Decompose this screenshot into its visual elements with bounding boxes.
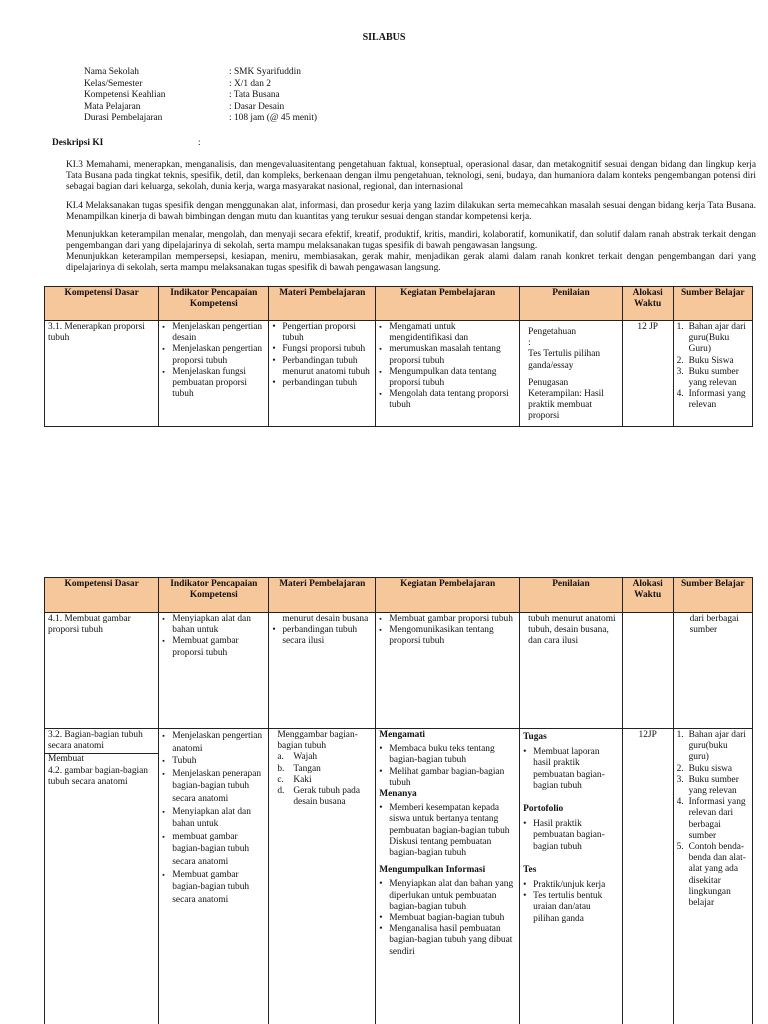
syllabus-table-2 [44, 577, 753, 1024]
penilaian-heading: Tes [523, 864, 537, 875]
list-item: ▪ Menjelaskan pengertian anatomi [162, 730, 265, 755]
kd-text: 3.2. Bagian-bagian tubuh secara anatomi [45, 730, 158, 754]
kegiatan-cell [376, 613, 520, 729]
list-item: ▪ Menjelaskan pengertian desain [162, 322, 265, 344]
list-item: ▪ Menjelaskan pengertian proporsi tubuh [162, 344, 265, 366]
ki4-paragraph-2: Menunjukkan keterampilan menalar, mengolah, dan menyaji secara efektif, kreatif, produktif, kritis, mandiri, kolaboratif, komunikatif, dan solutif dalam ranah abstrak terkait dengan pengembangan dari yang dipelajarinya di sekolah, serta mampu melaksanakan tugas spesifik di bawah pengawasan langsung. [66, 230, 756, 252]
list-item: • perbandingan tubuh secara ilusi [272, 625, 372, 647]
list-item: ▪ Menyiapkan alat dan bahan untuk [162, 806, 265, 831]
identity-block [84, 67, 317, 125]
identity-label: Kompetensi Keahlian [84, 90, 166, 100]
list-item: • Praktik/unjuk kerja [523, 880, 619, 891]
list-item: ▪ Mengumpulkan data tentang proporsi tubuh [379, 367, 516, 389]
penilaian-cell [520, 321, 623, 427]
deskripsi-label: Deskripsi KI [52, 138, 104, 148]
table-header-row [45, 287, 753, 321]
alokasi-cell [622, 613, 673, 729]
list-item: • Menganalisa hasil pembuatan bagian-bagian tubuh yang dibuat sendiri [379, 924, 516, 958]
table-row [45, 613, 753, 729]
kd-text: Membuat [48, 754, 84, 765]
deskripsi-colon: : [198, 138, 201, 148]
identity-value: : 108 jam (@ 45 menit) [229, 113, 318, 123]
list-item: ▪ Menjelaskan fungsi pembuatan proporsi tubuh [162, 367, 265, 401]
list-item: 3. Buku sumber yang relevan [676, 366, 739, 389]
list-item: 3. Buku sumber yang relevan [676, 774, 739, 797]
list-item: • Hasil praktik pembuatan bagian-bagian tubuh [523, 819, 619, 853]
list-item: • perbandingan tubuh [272, 378, 372, 389]
list-item: a. Wajah [277, 752, 318, 763]
table-row [45, 729, 753, 1024]
list-item: • Membuat bagian-bagian tubuh [379, 913, 516, 924]
alokasi-cell: 12 JP [622, 321, 673, 427]
sumber-cell [673, 321, 752, 427]
header-cell: Indikator Pencapaian Kompetensi [159, 578, 269, 613]
sumber-cell [673, 729, 752, 1024]
identity-label: Kelas/Semester [84, 78, 143, 89]
list-item: ▪ Membuat gambar proporsi tubuh [379, 614, 516, 625]
list-item: • Membuat laporan hasil praktik pembuatan bagian-bagian tubuh [523, 747, 619, 792]
header-cell: Kegiatan Pembelajaran [376, 287, 520, 321]
header-cell: Sumber Belajar [673, 287, 752, 321]
list-item: • Menyiapkan alat dan bahan yang diperlukan untuk pembuatan bagian-bagian tubuh [379, 879, 516, 913]
penilaian-text: : [528, 338, 531, 349]
indikator-cell [159, 729, 269, 1024]
identity-row [84, 113, 317, 125]
list-item: ▪ Mengamati untuk mengidentifikasi dan [379, 322, 516, 344]
header-cell: Materi Pembelajaran [269, 287, 376, 321]
list-item: • Perbandingan tubuh menurut anatomi tubuh [272, 356, 372, 378]
list-item: c. Kaki [277, 774, 312, 785]
list-item: ▪ membuat gambar bagian-bagian tubuh secara anatomi [162, 831, 265, 869]
identity-value: : SMK Syarifuddin [229, 67, 301, 77]
list-item: • Pengertian proporsi tubuh [272, 322, 372, 344]
list-item: ▪ merumuskan masalah tentang proporsi tubuh [379, 344, 516, 366]
identity-label: Mata Pelajaran [84, 101, 141, 112]
list-item: 1. Bahan ajar dari guru(Buku Guru) [676, 322, 746, 355]
header-cell: Kompetensi Dasar [45, 287, 159, 321]
table-row [45, 321, 753, 427]
list-item: 4. Informasi yang relevan [676, 389, 746, 411]
materi-title: Menggambar bagian-bagian tubuh [277, 730, 358, 752]
penilaian-heading: Portofolio [523, 804, 564, 815]
list-item: ▪ Mengomunikasikan tentang proporsi tubuh [379, 625, 516, 647]
ki4-paragraph-3: Menunjukkan keterampilan mempersepsi, kesiapan, meniru, membiasakan, gerak mahir, menjadikan gerak alami dalam ranah konkret terkait dengan pengembangan dari yang dipelajarinya di sekolah, serta mampu melaksanakan tugas spesifik di bawah pengawasan langsung. [66, 252, 756, 274]
list-item: • Memberi kesempatan kepada siswa untuk bertanya tentang pembuatan bagian-bagian tubuh Diskusi tentang pembuatan bagian-bagian tubuh [379, 803, 516, 859]
header-cell: Penilaian [520, 287, 623, 321]
list-item: b. Tangan [277, 763, 321, 774]
indikator-cell [159, 321, 269, 427]
list-item: • Tes tertulis bentuk uraian dan/atau pilihan ganda [523, 891, 619, 925]
list-item: • Membaca buku teks tentang bagian-bagian tubuh [379, 744, 516, 766]
header-cell: Materi Pembelajaran [269, 578, 376, 613]
materi-text: menurut desain busana [282, 614, 369, 624]
list-item: ▪ Tubuh [162, 755, 265, 768]
penilaian-text: Tes Tertulis pilihan ganda/essay [528, 349, 601, 371]
list-item: 2. Buku Siswa [676, 355, 734, 366]
identity-row [84, 67, 317, 79]
list-item: 5. Contoh benda-benda dan alat-alat yang ada disekitar lingkungan belajar [676, 842, 746, 909]
page-title: SILABUS [362, 32, 406, 43]
list-item: • Melihat gambar bagian-bagian tubuh [379, 767, 516, 789]
list-item: ▪ Membuat gambar proporsi tubuh [162, 636, 265, 658]
indikator-cell [159, 613, 269, 729]
identity-label: Durasi Pembelajaran [84, 113, 163, 123]
identity-value: : Tata Busana [229, 90, 280, 100]
alokasi-cell: 12JP [622, 729, 673, 1024]
list-item: ▪ Menjelaskan penerapan bagian-bagian tubuh secara anatomi [162, 768, 265, 806]
identity-value: : Dasar Desain [229, 101, 285, 112]
materi-cell [269, 613, 376, 729]
list-item: ▪ Membuat gambar bagian-bagian tubuh secara anatomi [162, 869, 265, 907]
syllabus-table-1 [44, 286, 753, 427]
kd-cell: 4.1. Membuat gambar proporsi tubuh [45, 613, 159, 729]
identity-row [84, 79, 317, 91]
materi-cell [269, 729, 376, 1024]
header-cell: Penilaian [520, 578, 623, 613]
penilaian-cell: tubuh menurut anatomi tubuh, desain busana, dan cara ilusi [520, 613, 623, 729]
deskripsi-heading [52, 138, 201, 149]
header-cell: Alokasi Waktu [622, 287, 673, 321]
ki3-paragraph: KI.3 Memahami, menerapkan, menganalisis, dan mengevaluasitentang pengetahuan faktual, konseptual, operasional dasar, dan metakognitif sesuai dengan bidang dan lingkup kerja Tata Busana pada tingkat teknis, spesifik, detil, dan kompleks, berkenaan dengan ilmu pengetahuan, teknologi, seni, budaya, dan humaniora dalam konteks pengembangan potensi diri sebagai bagian dari keluarga, sekolah, dunia kerja, warga masyarakat nasional, regional, dan internasional [66, 160, 756, 193]
header-cell: Kompetensi Dasar [45, 578, 159, 613]
kd-cell [45, 729, 159, 1024]
header-cell: Kegiatan Pembelajaran [376, 578, 520, 613]
kegiatan-heading: Mengamati [379, 730, 426, 740]
list-item: 4. Informasi yang relevan dari berbagai sumber [676, 797, 746, 841]
penilaian-text: Penugasan Keterampilan: Hasil praktik membuat proporsi [528, 377, 604, 422]
identity-value: : X/1 dan 2 [229, 78, 271, 89]
kegiatan-cell [376, 729, 520, 1024]
table-header-row [45, 578, 753, 613]
kegiatan-heading: Menanya [379, 789, 417, 800]
list-item: d. Gerak tubuh pada desain busana [277, 786, 360, 808]
kd-cell: 3.1. Menerapkan proporsi tubuh [45, 321, 159, 427]
list-item: 2. Buku siswa [676, 763, 733, 774]
penilaian-cell [520, 729, 623, 1024]
kegiatan-heading: Mengumpulkan Informasi [379, 865, 486, 876]
header-cell: Alokasi Waktu [622, 578, 673, 613]
identity-label: Nama Sekolah [84, 67, 139, 77]
ki4-paragraph: KI.4 Melaksanakan tugas spesifik dengan menggunakan alat, informasi, dan prosedur kerja yang lazim dilakukan serta memecahkan masalah sesuai dengan bidang kerja Tata Busana. Menampilkan kinerja di bawah bimbingan dengan mutu dan kuantitas yang terukur sesuai dengan standar kompetensi kerja. [66, 201, 756, 223]
identity-row [84, 102, 317, 114]
header-cell: Sumber Belajar [673, 578, 752, 613]
list-item: • Fungsi proporsi tubuh [272, 344, 372, 355]
header-cell: Indikator Pencapaian Kompetensi [159, 287, 269, 321]
identity-row [84, 90, 317, 102]
list-item: ▪ Menyiapkan alat dan bahan untuk [162, 614, 265, 636]
kd-text: 4.2. gambar bagian-bagian tubuh secara anatomi [48, 765, 148, 787]
sumber-cell: dari berbagai sumber [673, 613, 752, 729]
materi-cell [269, 321, 376, 427]
list-item: ▪ Mengolah data tentang proporsi tubuh [379, 389, 516, 411]
penilaian-text: Pengetahuan [528, 327, 577, 337]
list-item: 1. Bahan ajar dari guru(buku guru) [676, 730, 746, 763]
penilaian-heading: Tugas [523, 732, 547, 742]
kegiatan-cell [376, 321, 520, 427]
